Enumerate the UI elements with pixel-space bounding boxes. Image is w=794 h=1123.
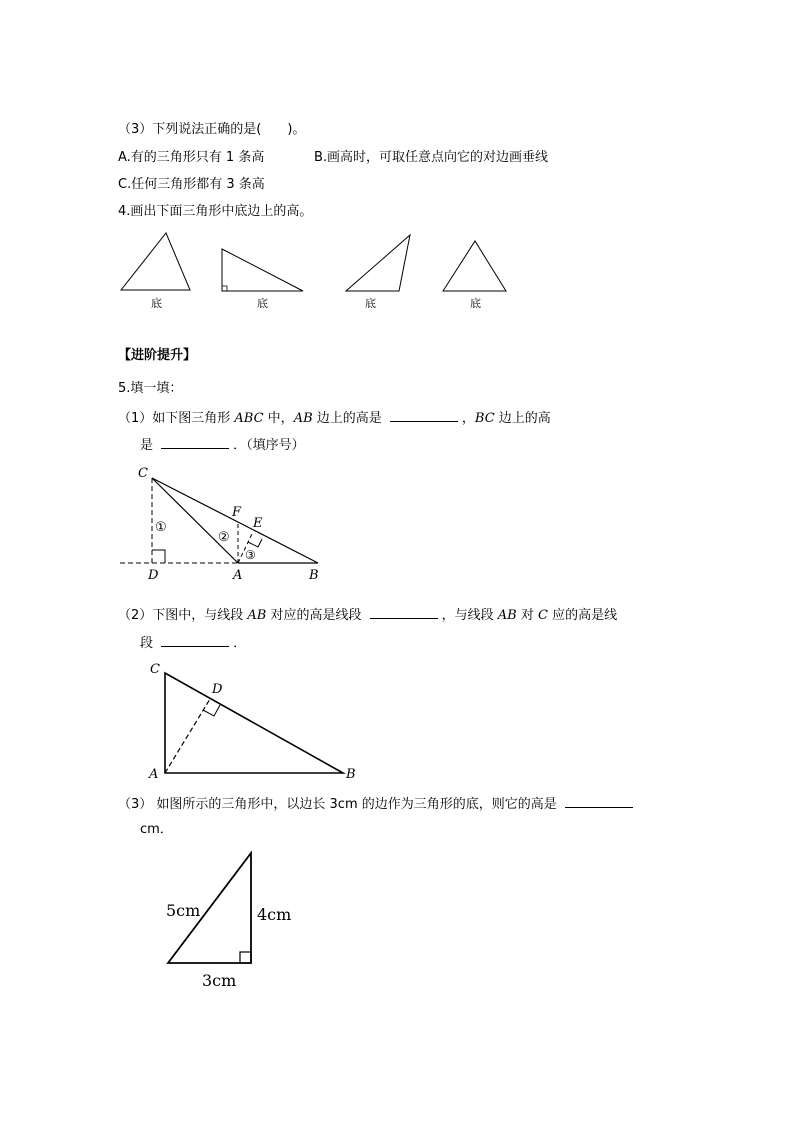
label-circle-3: ③ [245,548,256,562]
q5-p2-line2-end: ． [233,636,247,651]
q5-p1-ab: AB [293,411,313,426]
label-3cm: 3cm [202,971,237,990]
q5-p2-c: C [537,608,548,623]
label-e: E [253,516,263,531]
q5-p1-prefix: （1）如下图三角形 [118,411,235,426]
q3-stem: （3）下列说法正确的是( )。 [118,122,306,137]
label-a2: A [149,767,159,782]
q5-p1-mid3: ， [461,411,475,426]
q5-p1-mid1: 中， [263,411,294,426]
q5-p2-mid2: ，与线段 [441,608,498,623]
q5-p2-line2-start: 段 [140,636,158,651]
label-4cm: 4cm [257,905,292,924]
q4-base-label-1: 底 [151,297,162,310]
q5-p1-bc: BC [474,411,495,426]
label-f: F [232,505,242,520]
q5-p2-mid3: 对 [516,608,538,623]
label-circle-2: ② [218,530,230,545]
q5-p2-mid1: 对应的高是线段 [266,608,366,623]
q5-p1-line2-start: 是 [140,438,158,453]
q5-p3-line2: cm． [140,822,173,837]
q5-p2-ab: AB [247,608,267,623]
right-angle-mark-345 [240,952,251,963]
label-5cm: 5cm [166,901,201,920]
q5-p2-ab2: AB [497,608,517,623]
q3-option-b: B.画高时，可取任意点向它的对边画垂线 [314,150,549,165]
q5-p2-mid4: 应的高是线 [547,608,618,623]
q4-base-label-2: 底 [257,297,268,310]
q4-base-label-3: 底 [365,297,376,310]
section-title: 【进阶提升】 [118,348,197,363]
q4-base-label-4: 底 [470,297,481,310]
label-c: C [138,466,148,481]
label-b2: B [346,767,356,782]
label-a: A [233,568,243,583]
label-d2: D [212,682,223,697]
q5-p1-abc: ABC [234,411,264,426]
q5-p1-mid4: 边上的高 [494,411,551,426]
label-circle-1: ① [155,520,167,535]
q4-stem: 4.画出下面三角形中底边上的高。 [118,204,313,219]
label-c2: C [150,662,160,677]
q5-p1-line2-end: ．（填序号） [233,438,305,453]
q5-p1-mid2: 边上的高是 [312,411,386,426]
q5-p3-prefix: （3） 如图所示的三角形中，以边长 3cm 的边作为三角形的底，则它的高是 [118,797,561,812]
q3-option-c: C.任何三角形都有 3 条高 [118,177,265,192]
label-d: D [148,568,159,583]
q5-p2-prefix: （2）下图中，与线段 [118,608,248,623]
label-b: B [309,568,319,583]
q5-stem: 5.填一填： [118,381,183,396]
q3-option-a: A.有的三角形只有 1 条高 [118,150,265,165]
